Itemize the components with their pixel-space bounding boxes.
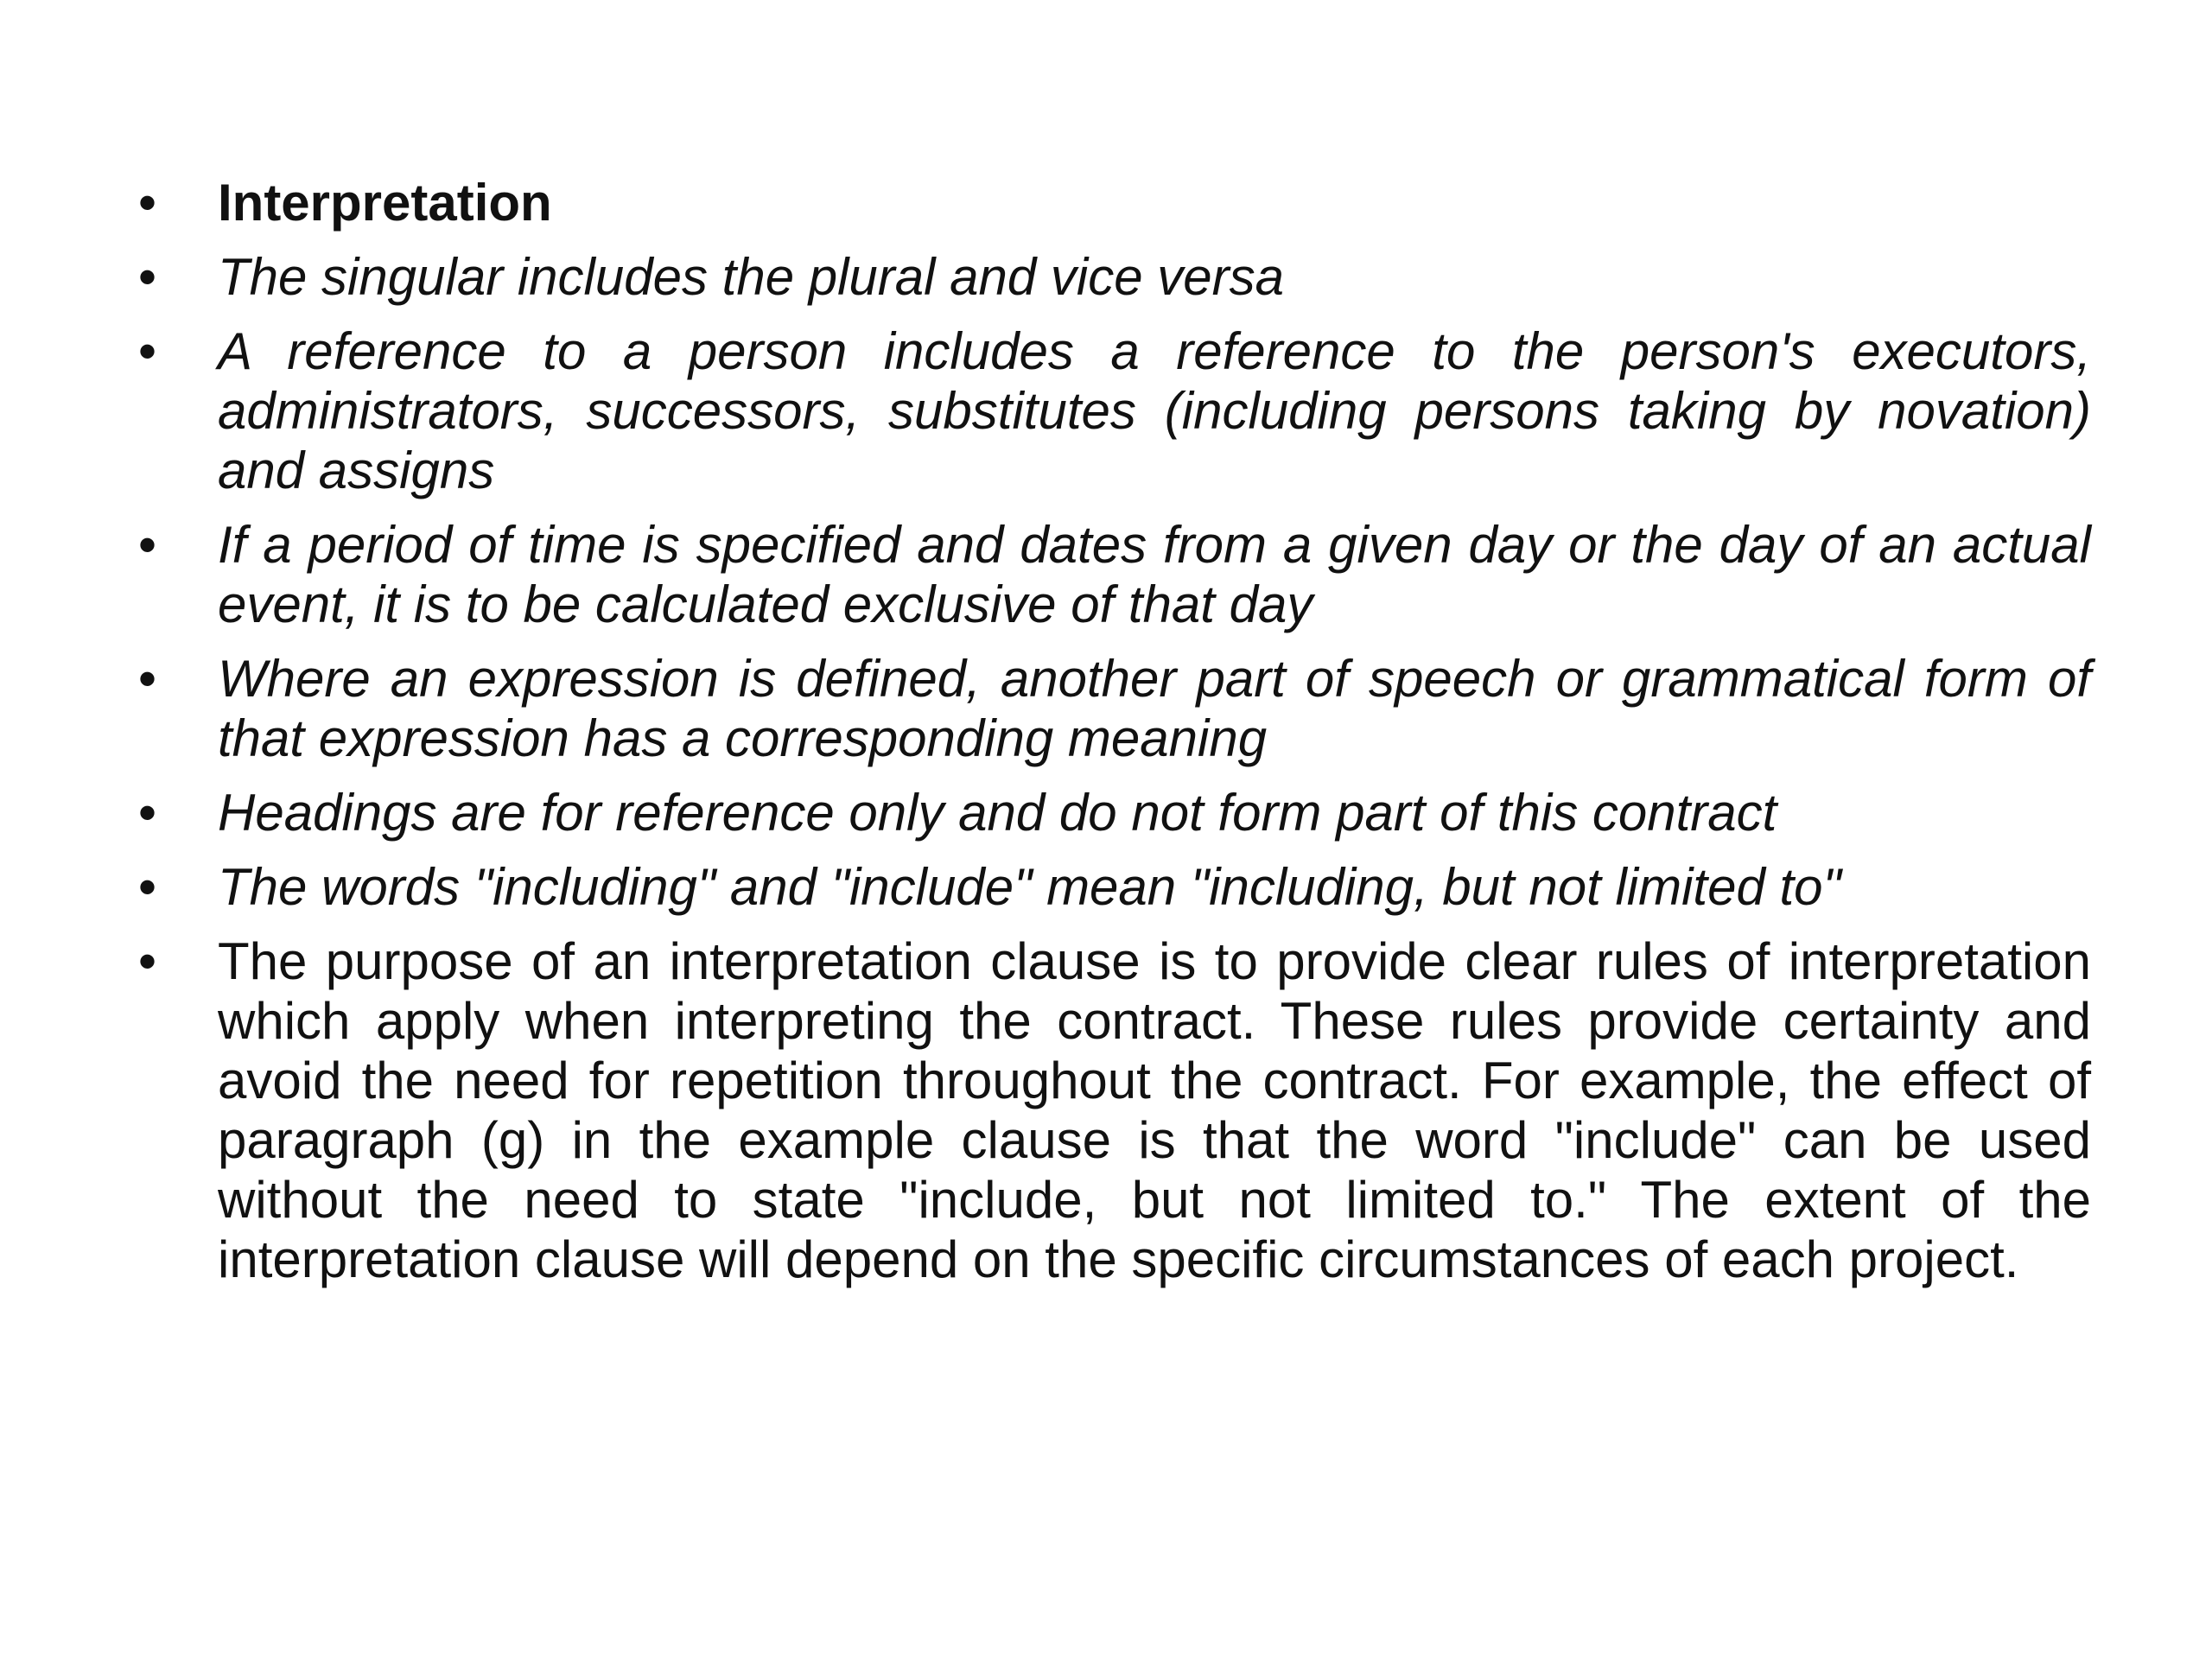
bullet-icon: • [138, 858, 157, 916]
bullet-text: Interpretation [218, 174, 552, 232]
bullet-interpretation-heading [128, 173, 2091, 232]
bullet-icon: • [138, 174, 157, 232]
bullet-icon: • [138, 516, 157, 574]
bullet-icon: • [138, 322, 157, 380]
bullet-icon: • [138, 650, 157, 708]
bullet-including-meaning [128, 857, 2091, 917]
bullet-text: Where an expression is defined, another part of speech or grammatical form of that expression has a corresponding meaning [218, 650, 2091, 767]
bullet-text: If a period of time is specified and dates from a given day or the day of an actual event, it is to be calculated exclusive of that day [218, 516, 2091, 633]
bullet-text: Headings are for reference only and do not form part of this contract [218, 784, 1777, 842]
bullet-headings [128, 783, 2091, 842]
bullet-singular-plural [128, 247, 2091, 307]
bullet-list [128, 173, 2091, 1304]
bullet-text: The singular includes the plural and vice versa [218, 248, 1285, 306]
bullet-icon: • [138, 248, 157, 306]
bullet-person-reference [128, 321, 2091, 500]
bullet-icon: • [138, 932, 157, 990]
bullet-text: A reference to a person includes a reference to the person's executors, administrators, successors, substitutes (including persons taking by novation) and assigns [218, 322, 2091, 499]
bullet-period-of-time [128, 515, 2091, 634]
bullet-icon: • [138, 784, 157, 842]
bullet-text: The words "including" and "include" mean "including, but not limited to" [218, 858, 1841, 916]
bullet-text: The purpose of an interpretation clause is to provide clear rules of interpretation which apply when interpreting the contract. These rules provide certainty and avoid the need for repetition throughout the contract. For example, the effect of paragraph (g) in the example clause is that the word "include" can be used without the need to state "include, but not limited to." The extent of the interpretation clause will depend on the specific circumstances of each project. [218, 932, 2091, 1288]
bullet-defined-expression [128, 649, 2091, 768]
bullet-purpose-paragraph [128, 931, 2091, 1289]
